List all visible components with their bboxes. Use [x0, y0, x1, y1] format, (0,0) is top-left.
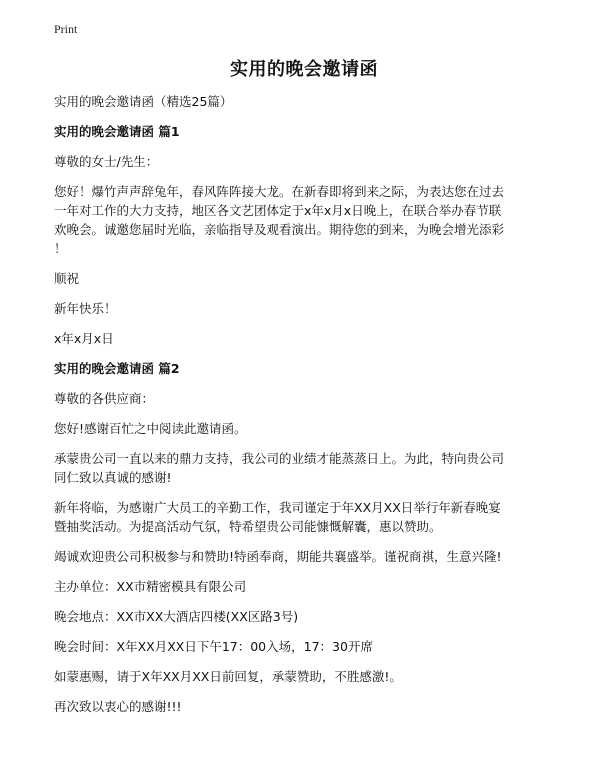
document-subtitle: 实用的晚会邀请函（精选25篇）: [54, 94, 233, 109]
section-2-heading: 实用的晚会邀请函 篇2: [54, 361, 180, 376]
section-2-time: 晚会时间：X年XX月XX日下午17：00入场，17：30开席: [54, 639, 373, 654]
document-body: [54, 50, 554, 727]
print-label[interactable]: Print: [54, 22, 78, 36]
section-2-thanks: 再次致以衷心的感谢!!!: [54, 699, 182, 714]
section-2-greeting: 您好!感谢百忙之中阅读此邀请函。: [54, 421, 247, 436]
section-2-para-2: 新年将临，为感谢广大员工的辛勤工作，我司谨定于年XX月XX日举行年新春晚宴 暨抽奖活动。为提高活动气氛，特希望贵公司能慷慨解囊，惠以赞助。: [54, 500, 501, 534]
section-1-body: 您好！爆竹声声辞兔年，春风阵阵接大龙。在新春即将到来之际，为表达您在过去 一年对工作的大力支持，地区各文艺团体定于x年x月x日晚上，在联合举办春节联 欢晚会。诚邀您届时光临，亲临指导及观看演出。期待您的到来，为晚会增光添彩 ！: [54, 184, 505, 256]
section-2-rsvp: 如蒙惠赐，请于X年XX月XX日前回复，承蒙赞助，不胜感激!。: [54, 669, 402, 684]
section-2-para-3: 竭诚欢迎贵公司积极参与和赞助!特函奉商，期能共襄盛举。谨祝商祺，生意兴隆!: [54, 549, 502, 564]
section-1-salutation: 尊敬的女士/先生：: [54, 154, 159, 169]
page-title: 实用的晚会邀请函: [230, 59, 378, 80]
section-2-organizer: 主办单位：XX市精密模具有限公司: [54, 579, 247, 594]
section-1-closing: 顺祝: [54, 271, 80, 286]
section-2-venue: 晚会地点：XX市XX大酒店四楼(XX区路3号): [54, 609, 299, 624]
section-1-wish: 新年快乐！: [54, 301, 117, 316]
section-2-para-1: 承蒙贵公司一直以来的鼎力支持，我公司的业绩才能蒸蒸日上。为此，特向贵公司 同仁致以真诚的感谢!: [54, 451, 505, 485]
section-2-salutation: 尊敬的各供应商：: [54, 391, 155, 406]
section-1-heading: 实用的晚会邀请函 篇1: [54, 124, 180, 139]
section-1-date: x年x月x日: [54, 331, 114, 346]
